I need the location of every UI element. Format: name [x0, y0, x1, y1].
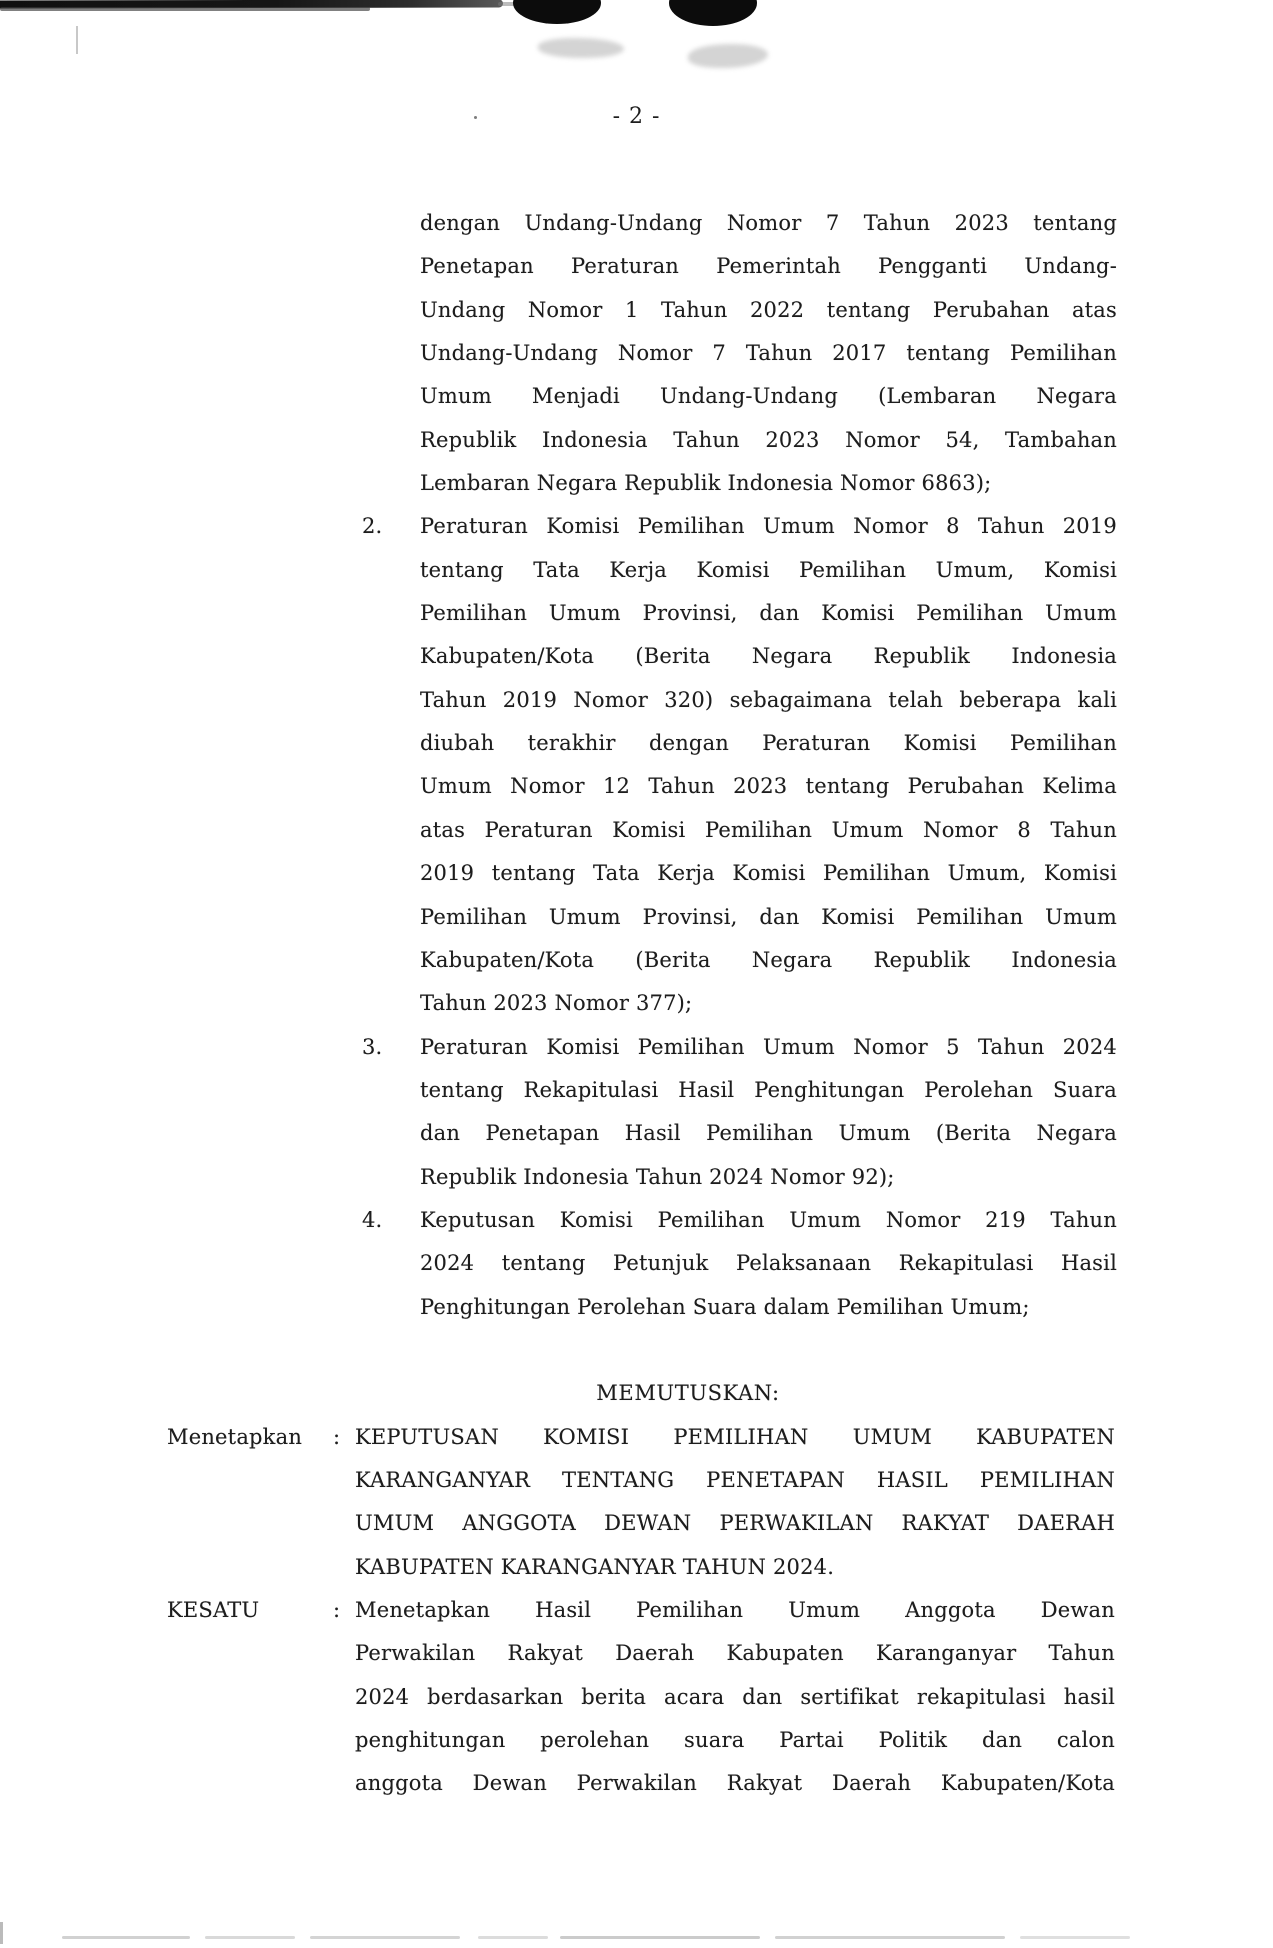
- document-body: [0, 202, 1273, 1806]
- doc-line: Pemilihan Umum Provinsi, dan Komisi Pemilihan Umum: [420, 601, 1117, 626]
- doc-line: Peraturan Komisi Pemilihan Umum Nomor 5 Tahun 2024: [420, 1034, 1117, 1059]
- clause-label: Menetapkan: [167, 1424, 303, 1449]
- doc-line: Kabupaten/Kota (Berita Negara Republik Indonesia: [420, 947, 1117, 972]
- clause-kesatu: [167, 1589, 1115, 1806]
- scan-artifact-bottom-tick: [0, 1922, 3, 1944]
- doc-line: penghitungan perolehan suara Partai Politik dan calon: [355, 1728, 1115, 1753]
- doc-line: Umum Menjadi Undang-Undang (Lembaran Negara: [420, 384, 1117, 409]
- doc-line: Tahun 2019 Nomor 320) sebagaimana telah beberapa kali: [420, 687, 1117, 712]
- doc-line: dengan Undang-Undang Nomor 7 Tahun 2023 tentang: [420, 211, 1117, 235]
- doc-line: tentang Tata Kerja Komisi Pemilihan Umum, Komisi: [420, 557, 1117, 582]
- doc-line: Penghitungan Perolehan Suara dalam Pemilihan Umum;: [420, 1294, 1030, 1319]
- scan-artifact-smudge-1: [538, 38, 624, 58]
- doc-line: UMUM ANGGOTA DEWAN PERWAKILAN RAKYAT DAERAH: [355, 1511, 1115, 1536]
- consideration-item-2: [362, 505, 1117, 1025]
- scan-artifact-bottom-line: [310, 1936, 460, 1939]
- doc-line: Umum Nomor 12 Tahun 2023 tentang Perubahan Kelima: [420, 774, 1117, 799]
- item-text: [420, 1026, 1117, 1199]
- doc-line: KARANGANYAR TENTANG PENETAPAN HASIL PEMILIHAN: [355, 1467, 1115, 1492]
- item-number: 4.: [362, 1207, 383, 1232]
- doc-line: Menetapkan Hasil Pemilihan Umum Anggota Dewan: [355, 1598, 1115, 1622]
- clause-text: [355, 1416, 1115, 1589]
- scan-artifact-top-bar: [0, 0, 503, 9]
- scan-artifact-bottom-line: [1020, 1936, 1130, 1939]
- doc-line: Republik Indonesia Tahun 2023 Nomor 54, Tambahan: [420, 427, 1117, 452]
- scan-artifact-left-tick: [76, 26, 78, 54]
- doc-line: Tahun 2023 Nomor 377);: [420, 991, 693, 1016]
- clause-menetapkan: [167, 1416, 1115, 1589]
- item-text: [420, 505, 1117, 1025]
- scan-artifact-top-bar-shadow: [0, 7, 370, 11]
- memutuskan-heading: MEMUTUSKAN:: [596, 1381, 780, 1406]
- scan-artifact-binding-mark-1: [513, 0, 601, 24]
- doc-line: Peraturan Komisi Pemilihan Umum Nomor 8 Tahun 2019: [420, 514, 1117, 539]
- consideration-item-4: [362, 1199, 1117, 1329]
- doc-line: tentang Rekapitulasi Hasil Penghitungan Perolehan Suara: [420, 1077, 1117, 1102]
- doc-line: Lembaran Negara Republik Indonesia Nomor 6863);: [420, 471, 992, 496]
- clause-label: KESATU: [167, 1598, 260, 1622]
- doc-line: dan Penetapan Hasil Pemilihan Umum (Berita Negara: [420, 1121, 1117, 1146]
- doc-line: Kabupaten/Kota (Berita Negara Republik Indonesia: [420, 644, 1117, 669]
- doc-line: Republik Indonesia Tahun 2024 Nomor 92);: [420, 1164, 895, 1189]
- doc-line: Pemilihan Umum Provinsi, dan Komisi Pemilihan Umum: [420, 904, 1117, 929]
- item-number: 2.: [362, 514, 383, 539]
- consideration-item-3: [362, 1026, 1117, 1199]
- doc-line: 2024 berdasarkan berita acara dan sertifikat rekapitulasi hasil: [355, 1684, 1115, 1709]
- doc-line: atas Peraturan Komisi Pemilihan Umum Nomor 8 Tahun: [420, 817, 1117, 842]
- clause-colon: :: [333, 1424, 341, 1449]
- doc-line: KEPUTUSAN KOMISI PEMILIHAN UMUM KABUPATEN: [355, 1424, 1115, 1449]
- blank-line: [0, 1329, 1273, 1372]
- doc-line: 2024 tentang Petunjuk Pelaksanaan Rekapitulasi Hasil: [420, 1251, 1117, 1276]
- doc-line: diubah terakhir dengan Peraturan Komisi Pemilihan: [420, 731, 1117, 756]
- scan-artifact-bottom-line: [478, 1936, 548, 1939]
- doc-line: 2019 tentang Tata Kerja Komisi Pemilihan Umum, Komisi: [420, 861, 1117, 886]
- clause-text: [355, 1589, 1115, 1806]
- scan-artifact-bottom-line: [205, 1936, 295, 1939]
- doc-line: anggota Dewan Perwakilan Rakyat Daerah Kabupaten/Kota: [355, 1771, 1115, 1796]
- doc-line: Perwakilan Rakyat Daerah Kabupaten Karanganyar Tahun: [355, 1641, 1115, 1666]
- doc-line: Keputusan Komisi Pemilihan Umum Nomor 219 Tahun: [420, 1207, 1117, 1232]
- page-number: - 2 -: [612, 104, 661, 129]
- doc-line: Undang Nomor 1 Tahun 2022 tentang Perubahan atas: [420, 297, 1117, 322]
- scan-artifact-smudge-2: [688, 44, 768, 68]
- scan-artifact-bottom-line: [62, 1936, 190, 1939]
- scan-artifact-bottom-line: [775, 1936, 1005, 1939]
- scan-artifact-binding-mark-2: [669, 0, 757, 26]
- doc-line: Undang-Undang Nomor 7 Tahun 2017 tentang Pemilihan: [420, 341, 1117, 366]
- doc-line: Penetapan Peraturan Pemerintah Pengganti Undang-: [420, 254, 1117, 279]
- doc-line: KABUPATEN KARANGANYAR TAHUN 2024.: [355, 1554, 835, 1579]
- scan-artifact-top-bar-tail: [498, 2, 572, 6]
- item-number: 3.: [362, 1034, 383, 1059]
- clause-colon: :: [333, 1598, 341, 1622]
- scan-artifact-bottom-line: [560, 1936, 760, 1939]
- item-text: [420, 1199, 1117, 1329]
- consideration-continuation-paragraph: [420, 202, 1117, 505]
